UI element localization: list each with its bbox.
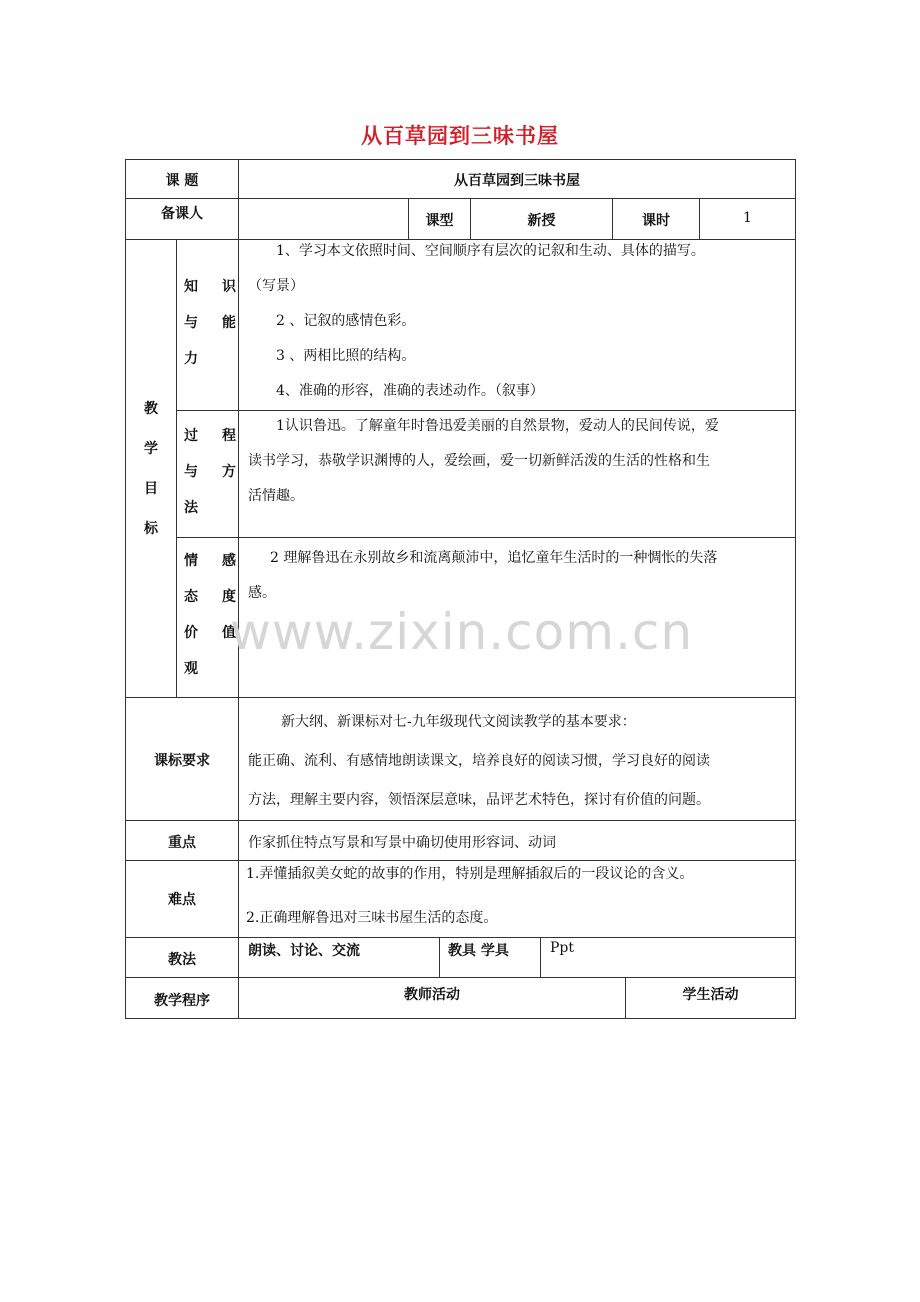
key-point-label: 重点 — [168, 835, 196, 851]
objectives-label-char: 教 — [144, 401, 158, 417]
knowledge-label-line: 与 能 — [184, 315, 236, 331]
standards-line: 方法，理解主要内容，领悟深层意味，品评艺术特色，探讨有价值的问题。 — [248, 792, 710, 808]
student-activity-header: 学生活动 — [682, 987, 739, 1003]
difficulty-label: 难点 — [168, 892, 196, 908]
process-label-line: 过 程 — [184, 428, 236, 444]
objectives-label-char: 标 — [144, 521, 158, 537]
knowledge-line: 3 、两相比照的结构。 — [276, 348, 416, 364]
method-value: 朗读、讨论、交流 — [248, 943, 360, 959]
emotion-line: 2 理解鲁迅在永别故乡和流离颠沛中，追忆童年生活时的一种惆怅的失落 — [270, 550, 718, 566]
emotion-label-line: 观 — [184, 661, 198, 677]
teacher-label: 备课人 — [161, 206, 203, 222]
key-point-text: 作家抓住特点写景和写景中确切使用形容词、动词 — [248, 835, 556, 851]
watermark: www.zixin.com.cn — [230, 603, 694, 661]
process-line: 读书学习，恭敬学识渊博的人，爱绘画，爱一切新鲜活泼的生活的性格和生 — [248, 453, 710, 469]
topic-label: 课 题 — [165, 173, 199, 189]
process-line: 活情趣。 — [248, 488, 304, 504]
tools-label: 教具 学具 — [448, 943, 509, 959]
knowledge-content — [248, 234, 793, 409]
standards-line: 能正确、流利、有感情地朗读课文，培养良好的阅读习惯，学习良好的阅读 — [248, 753, 710, 769]
knowledge-line: 1、学习本文依照时间、空间顺序有层次的记叙和生动、具体的描写。 — [276, 243, 705, 259]
objectives-label-char: 学 — [144, 441, 158, 457]
emotion-line: 感。 — [248, 585, 276, 601]
process-line: 1认识鲁迅。了解童年时鲁迅爱美丽的自然景物，爱动人的民间传说，爱 — [276, 418, 719, 434]
tools-value: Ppt — [550, 940, 575, 956]
standards-content — [248, 703, 793, 820]
method-label: 教法 — [168, 952, 196, 968]
emotion-label-line: 态 度 — [184, 589, 236, 605]
process-content — [248, 409, 793, 514]
knowledge-label — [184, 269, 236, 377]
process-label-line: 与 方 — [184, 464, 236, 480]
emotion-label-line: 情 感 — [184, 553, 236, 569]
knowledge-label-line: 力 — [184, 351, 198, 367]
emotion-label-line: 价 值 — [184, 625, 236, 641]
process-label — [184, 418, 236, 526]
knowledge-line: 4、准确的形容，准确的表述动作。（叙事） — [276, 383, 544, 399]
difficulty-line: 1.弄懂插叙美女蛇的故事的作用，特别是理解插叙后的一段议论的含义。 — [246, 866, 694, 882]
process-label-line: 法 — [184, 500, 198, 516]
type-label: 课型 — [425, 213, 454, 229]
emotion-label — [184, 543, 236, 687]
knowledge-line: 2 、记叙的感情色彩。 — [276, 313, 416, 329]
objectives-label-char: 目 — [144, 481, 158, 497]
hours-value: 1 — [743, 210, 752, 226]
document-title: 从百草园到三味书屋 — [361, 124, 559, 148]
difficulty-line: 2.正确理解鲁迅对三味书屋生活的态度。 — [246, 910, 498, 926]
emotion-content — [248, 541, 793, 611]
teacher-activity-header: 教师活动 — [404, 987, 460, 1003]
knowledge-label-line: 知 识 — [184, 279, 236, 295]
standards-line: 新大纲、新课标对七-九年级现代文阅读教学的基本要求： — [281, 714, 636, 730]
standards-label: 课标要求 — [154, 753, 210, 769]
type-value: 新授 — [527, 213, 556, 229]
knowledge-line: （写景） — [248, 278, 304, 294]
topic-value: 从百草园到三味书屋 — [454, 173, 580, 189]
procedure-label: 教学程序 — [154, 993, 210, 1009]
hours-label: 课时 — [642, 213, 670, 229]
